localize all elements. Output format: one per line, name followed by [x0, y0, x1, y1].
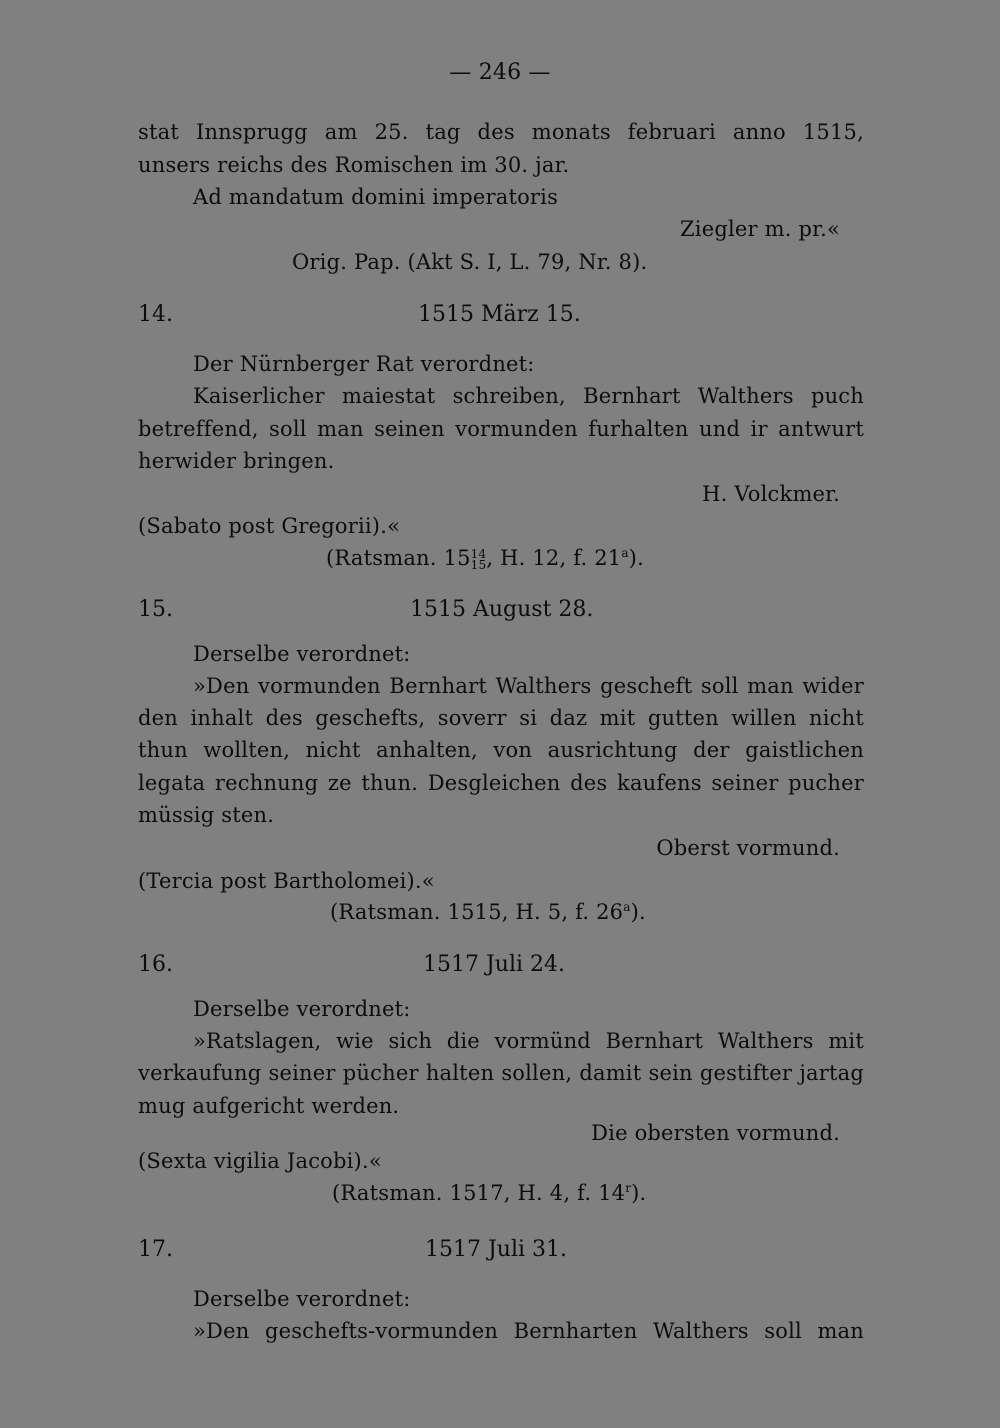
entry-15-body-line-1: »Den vormunden Bernhart Walthers gescheft soll man wider: [193, 674, 864, 698]
entry-14-dating: (Sabato post Gregorii).«: [138, 514, 401, 538]
entry-16-dating: (Sexta vigilia Jacobi).«: [138, 1149, 382, 1173]
entry-15-date: 1515 August 28.: [410, 597, 594, 622]
entry-17-number: 17.: [138, 1237, 173, 1262]
entry-14-date: 1515 März 15.: [418, 302, 581, 327]
entry-14-intro: Der Nürnberger Rat verordnet:: [193, 352, 535, 376]
fraction-bottom: 15: [470, 557, 487, 572]
continuation-line-1: stat Innsprugg am 25. tag des monats februari anno 1515,: [138, 120, 864, 144]
fraction-top: 14: [470, 546, 487, 561]
entry-14-source: [326, 545, 644, 571]
entry-16-body-line-2: verkaufung seiner pücher halten sollen, damit sein gestifter jartag: [138, 1061, 864, 1085]
entry-15-source-sup: a: [623, 900, 631, 914]
entry-17-date: 1517 Juli 31.: [425, 1237, 568, 1262]
entry-15-body-line-2: den inhalt des geschefts, soverr si daz mit gutten willen nicht: [138, 706, 864, 730]
entry-15-body-line-4: legata rechnung ze thun. Desgleichen des kaufens seiner pucher: [138, 771, 864, 795]
entry-14-number: 14.: [138, 302, 173, 327]
entry-15-dating: (Tercia post Bartholomei).«: [138, 869, 435, 893]
continuation-signature: Ziegler m. pr.«: [680, 217, 840, 241]
entry-15-source-prefix: (Ratsman. 1515, H. 5, f. 26: [330, 900, 624, 924]
entry-15-source: [330, 899, 646, 925]
entry-15-signature: Oberst vormund.: [656, 836, 840, 860]
entry-16-number: 16.: [138, 952, 173, 977]
entry-17-intro: Derselbe verordnet:: [193, 1287, 411, 1311]
entry-15-source-end: ).: [630, 900, 646, 924]
entry-16-body-line-3: mug aufgericht werden.: [138, 1094, 400, 1118]
entry-16-source-sup: r: [625, 1181, 632, 1195]
entry-14-source-fraction: [470, 546, 487, 572]
entry-16-source: [332, 1180, 646, 1206]
entry-16-body-line-1: »Ratslagen, wie sich die vormünd Bernhart Walthers mit: [193, 1029, 864, 1053]
entry-16-signature: Die obersten vormund.: [591, 1121, 840, 1145]
entry-14-source-sup: a: [621, 546, 629, 560]
entry-15-number: 15.: [138, 597, 173, 622]
entry-14-signature: H. Volckmer.: [702, 482, 840, 506]
entry-17-body-line-1: »Den geschefts-vormunden Bernharten Walthers soll man: [193, 1319, 864, 1343]
continuation-source: Orig. Pap. (Akt S. I, L. 79, Nr. 8).: [292, 250, 648, 274]
entry-14-body-line-2: betreffend, soll man seinen vormunden furhalten und ir antwurt: [138, 417, 864, 441]
page-number: — 246 —: [449, 60, 551, 85]
continuation-line-2: unsers reichs des Romischen im 30. jar.: [138, 153, 570, 177]
entry-16-source-prefix: (Ratsman. 1517, H. 4, f. 14: [332, 1181, 626, 1205]
entry-16-date: 1517 Juli 24.: [423, 952, 566, 977]
entry-16-intro: Derselbe verordnet:: [193, 997, 411, 1021]
entry-15-body-line-5: müssig sten.: [138, 803, 275, 827]
entry-14-source-suffix: , H. 12, f. 21: [486, 546, 622, 570]
entry-16-source-end: ).: [631, 1181, 647, 1205]
entry-15-body-line-3: thun wollten, nicht anhalten, von ausrichtung der gaistlichen: [138, 738, 864, 762]
entry-14-source-end: ).: [628, 546, 644, 570]
entry-14-body-line-1: Kaiserlicher maiestat schreiben, Bernhart Walthers puch: [193, 384, 864, 408]
entry-14-source-prefix: (Ratsman. 15: [326, 546, 471, 570]
entry-14-body-line-3: herwider bringen.: [138, 449, 335, 473]
mandate-line: Ad mandatum domini imperatoris: [193, 185, 559, 209]
entry-15-intro: Derselbe verordnet:: [193, 642, 411, 666]
